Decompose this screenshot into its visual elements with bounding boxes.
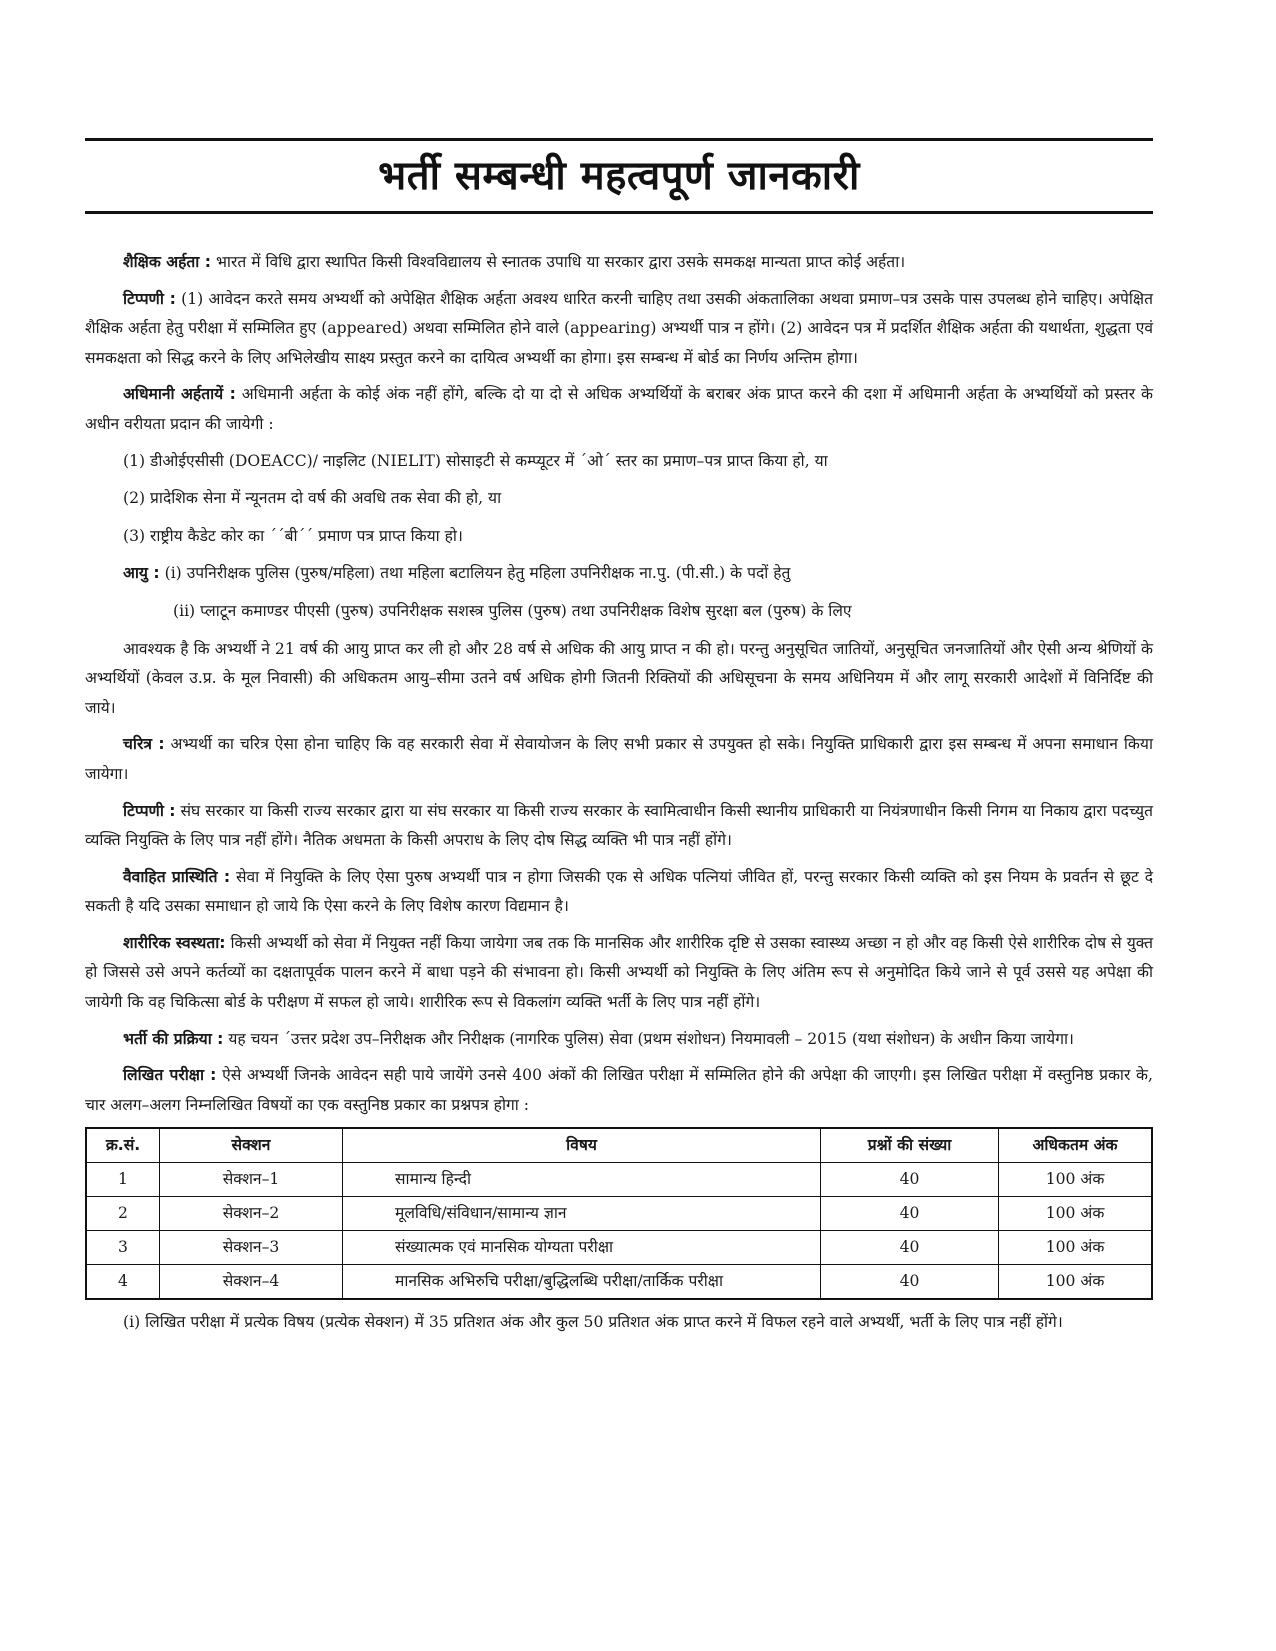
page-title: भर्ती सम्बन्धी महत्वपूर्ण जानकारी <box>378 153 860 199</box>
footnote-paragraph: (i) लिखित परीक्षा में प्रत्येक विषय (प्रत्येक सेक्शन) में 35 प्रतिशत अंक और कुल 50 प्रतिशत अंक प्राप्त करने में विफल रहने वाले अभ्यर्थी, भर्ती के लिए पात्र नहीं होंगे। <box>123 1313 1063 1332</box>
table-cell: 40 <box>821 1231 999 1265</box>
table-cell: सेक्शन–1 <box>160 1163 343 1197</box>
age-item-2: (ii) प्लाटून कमाण्डर पीएसी (पुरुष) उपनिरीक्षक सशस्त्र पुलिस (पुरुष) तथा उपनिरीक्षक विशेष सुरक्षा बल (पुरुष) के लिए <box>173 601 852 620</box>
note2-paragraph <box>85 797 1153 856</box>
character-paragraph <box>85 730 1153 789</box>
note1-text: (1) आवेदन करते समय अभ्यर्थी को अपेक्षित शैक्षिक अर्हता अवश्य धारित करनी चाहिए तथा उसकी अंकतालिका अथवा प्रमाण–पत्र उसके पास उपलब्ध होने चाहिए। अपेक्षित शैक्षिक अर्हता हेतु परीक्षा में सम्मिलित हुए (appeared) अथवा सम्मिलित होने वाले (appearing) अभ्यर्थी पात्र न होंगे। (2) आवेदन पत्र में प्रदर्शित शैक्षिक अर्हता की यथार्थता, शुद्धता एवं समकक्षता को सिद्ध करने के लिए अभिलेखीय साक्ष्य प्रस्तुत करने का दायित्व अभ्यर्थी का होगा। इस सम्बन्ध में बोर्ड का निर्णय अन्तिम होगा। <box>85 289 1153 367</box>
process-label: भर्ती की प्रक्रिया : <box>123 1029 224 1048</box>
education-text: भारत में विधि द्वारा स्थापित किसी विश्वविद्यालय से स्नातक उपाधि या सरकार द्वारा उसके समकक्ष मान्यता प्राप्त कोई अर्हता। <box>211 253 906 271</box>
table-cell: 3 <box>86 1231 160 1265</box>
note2-label: टिप्पणी : <box>123 801 176 820</box>
note1-paragraph <box>85 285 1153 374</box>
document-body <box>85 248 1153 1338</box>
character-label: चरित्र : <box>123 735 165 754</box>
education-paragraph <box>85 248 1153 278</box>
table-cell: मूलविधि/संविधान/सामान्य ज्ञान <box>343 1197 821 1231</box>
age-item-1 <box>85 559 1153 589</box>
character-text: अभ्यर्थी का चरित्र ऐसा होना चाहिए कि वह सरकारी सेवा में सेवायोजन के लिए सभी प्रकार से उपयुक्त हो सके। नियुक्ति प्राधिकारी द्वारा इस सम्बन्ध में अपना समाधान किया जायेगा। <box>85 735 1153 783</box>
preferential-paragraph <box>85 380 1153 439</box>
table-row <box>86 1197 1152 1231</box>
process-text: यह चयन ´उत्तर प्रदेश उप–निरीक्षक और निरीक्षक (नागरिक पुलिस) सेवा (प्रथम संशोधन) नियमावली – 2015 (यथा संशोधन) के अधीन किया जायेगा। <box>223 1029 1074 1048</box>
age-label: आयु : <box>123 564 160 583</box>
table-cell: 40 <box>821 1265 999 1300</box>
note1-label: टिप्पणी : <box>123 289 176 308</box>
written-label: लिखित परीक्षा : <box>123 1066 217 1085</box>
table-cell: 1 <box>86 1163 160 1197</box>
table-cell: संख्यात्मक एवं मानसिक योग्यता परीक्षा <box>343 1231 821 1265</box>
table-row <box>86 1265 1152 1300</box>
fitness-label: शारीरिक स्वस्थता: <box>123 933 226 952</box>
exam-sections-table <box>85 1127 1153 1300</box>
table-cell: मानसिक अभिरुचि परीक्षा/बुद्धिलब्धि परीक्षा/तार्किक परीक्षा <box>343 1265 821 1300</box>
table-header-cell: प्रश्नों की संख्या <box>821 1128 999 1163</box>
preferential-item: (2) प्रादेशिक सेना में न्यूनतम दो वर्ष की अवधि तक सेवा की हो, या <box>123 489 502 508</box>
table-cell: 2 <box>86 1197 160 1231</box>
table-cell: 40 <box>821 1163 999 1197</box>
table-cell: 100 अंक <box>999 1197 1153 1231</box>
education-label: शैक्षिक अर्हता : <box>123 253 212 271</box>
table-header-row <box>86 1128 1152 1163</box>
written-paragraph <box>85 1061 1153 1120</box>
process-paragraph <box>85 1025 1153 1055</box>
table-row <box>86 1231 1152 1265</box>
table-cell: 100 अंक <box>999 1163 1153 1197</box>
table-cell: 100 अंक <box>999 1265 1153 1300</box>
table-cell: 4 <box>86 1265 160 1300</box>
age-paragraph: आवश्यक है कि अभ्यर्थी ने 21 वर्ष की आयु प्राप्त कर ली हो और 28 वर्ष से अधिक की आयु प्राप्त न की हो। परन्तु अनुसूचित जातियों, अनुसूचित जनजातियों और ऐसी अन्य श्रेणियों के अभ्यर्थियों (केवल उ.प्र. के मूल निवासी) की अधिकतम आयु–सीमा उतने वर्ष अधिक होगी जितनी रिक्तियों की अधिसूचना के समय अधिनियम में और लागू सरकारी आदेशों में विनिर्दिष्ट की जाये। <box>85 639 1154 717</box>
age-item-1-text: (i) उपनिरीक्षक पुलिस (पुरुष/महिला) तथा महिला बटालियन हेतु महिला उपनिरीक्षक ना.पु. (पी.सी.) के पदों हेतु <box>159 564 791 583</box>
table-cell: सेक्शन–4 <box>160 1265 343 1300</box>
document-page <box>85 138 1153 1345</box>
fitness-text: किसी अभ्यर्थी को सेवा में नियुक्त नहीं किया जायेगा जब तक कि मानसिक और शारीरिक दृष्टि से उसका स्वास्थ्य अच्छा न हो और वह किसी ऐसे शारीरिक दोष से युक्त हो जिससे उसे अपने कर्तव्यों का दक्षतापूर्वक पालन करने में बाधा पड़ने की संभावना हो। किसी अभ्यर्थी को नियुक्ति के लिए अंतिम रूप से अनुमोदित किये जाने से पूर्व उससे यह अपेक्षा की जायेगी कि वह चिकित्सा बोर्ड के परीक्षण में सफल हो जाये। शारीरिक रूप से विकलांग व्यक्ति भर्ती के लिए पात्र नहीं होंगे। <box>85 933 1153 1012</box>
table-header-cell: सेक्शन <box>160 1128 343 1163</box>
marital-text: सेवा में नियुक्ति के लिए ऐसा पुरुष अभ्यर्थी पात्र न होगा जिसकी एक से अधिक पत्नियां जीवित हों, परन्तु सरकार किसी व्यक्ति को इस नियम के प्रवर्तन से छूट दे सकती है यदि उसका समाधान हो जाये कि ऐसा करने के लिए विशेष कारण विद्यमान है। <box>85 867 1153 916</box>
written-text: ऐसे अभ्यर्थी जिनके आवेदन सही पाये जायेंगे उनसे 400 अंकों की लिखित परीक्षा में सम्मिलित होने की अपेक्षा की जाएगी। इस लिखित परीक्षा में वस्तुनिष्ठ प्रकार के, चार अलग–अलग निम्नलिखित विषयों का एक वस्तुनिष्ठ प्रकार का प्रश्नपत्र होगा : <box>85 1066 1153 1114</box>
table-header-cell: क्र.सं. <box>86 1128 160 1163</box>
table-row <box>86 1163 1152 1197</box>
marital-paragraph <box>85 863 1153 922</box>
preferential-text: अधिमानी अर्हता के कोई अंक नहीं होंगे, बल्कि दो या दो से अधिक अभ्यर्थियों के बराबर अंक प्राप्त करने की दशा में अधिमानी अर्हता के अभ्यर्थियों को प्रस्तर के अधीन वरीयता प्रदान की जायेगी : <box>85 385 1154 433</box>
note2-text: संघ सरकार या किसी राज्य सरकार द्वारा या संघ सरकार या किसी राज्य सरकार के स्वामित्वाधीन किसी स्थानीय प्राधिकारी या नियंत्रणाधीन किसी निगम या निकाय द्वारा पदच्युत व्यक्ति नियुक्ति के लिए पात्र नहीं होंगे। नैतिक अधमता के किसी अपराध के लिए दोष सिद्ध व्यक्ति भी पात्र नहीं होंगे। <box>85 801 1153 850</box>
preferential-item: (3) राष्ट्रीय कैडेट कोर का ´´बी´´ प्रमाण पत्र प्राप्त किया हो। <box>123 526 463 545</box>
title-underline-rule <box>85 211 1153 214</box>
table-cell: 40 <box>821 1197 999 1231</box>
table-cell: सेक्शन–3 <box>160 1231 343 1265</box>
fitness-paragraph <box>85 929 1153 1018</box>
table-cell: सामान्य हिन्दी <box>343 1163 821 1197</box>
table-cell: सेक्शन–2 <box>160 1197 343 1231</box>
preferential-item: (1) डीओईएसीसी (DOEACC)/ नाइलिट (NIELIT) सोसाइटी से कम्प्यूटर में ´ओ´ स्तर का प्रमाण–पत्र प्राप्त किया हो, या <box>123 451 828 470</box>
table-header-cell: विषय <box>343 1128 821 1163</box>
table-cell: 100 अंक <box>999 1231 1153 1265</box>
marital-label: वैवाहित प्रास्थिति : <box>123 867 231 886</box>
preferential-label: अधिमानी अर्हतायें : <box>123 385 236 404</box>
table-header-cell: अधिकतम अंक <box>999 1128 1153 1163</box>
